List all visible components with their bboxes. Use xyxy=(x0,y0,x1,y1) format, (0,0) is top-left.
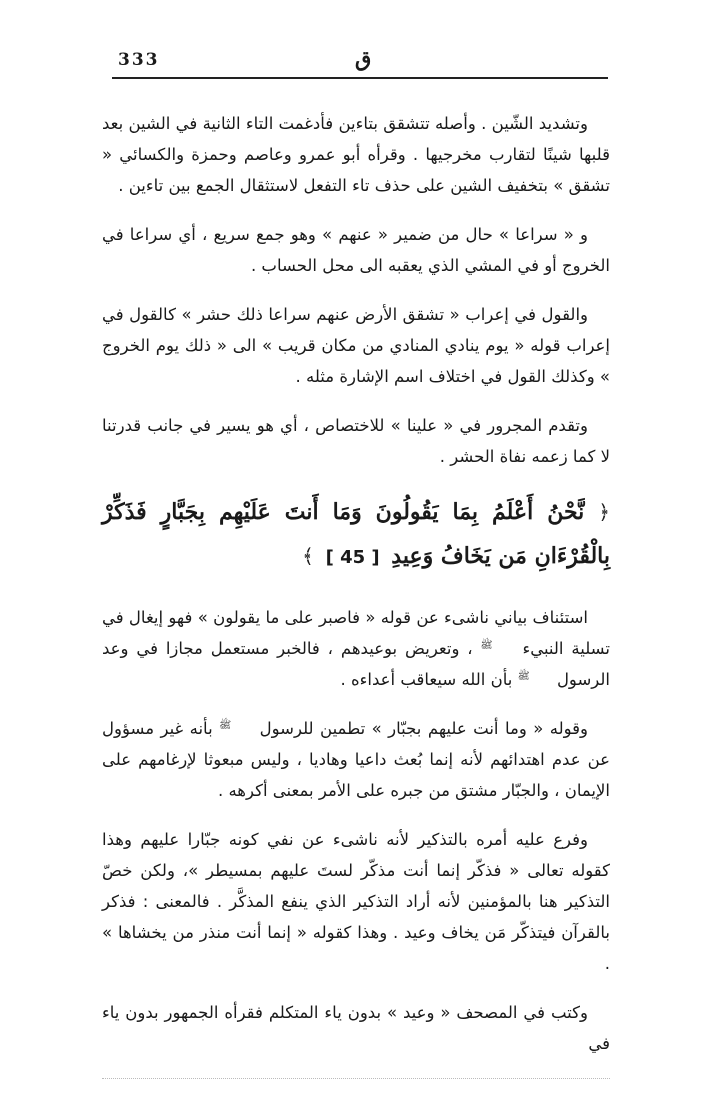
salawat-icon: ﷺ xyxy=(517,671,530,682)
body-text xyxy=(102,108,610,1077)
verse-number: [ 45 ] xyxy=(325,547,380,568)
verse-close-bracket: ﴾ xyxy=(302,544,314,568)
paragraph-5 xyxy=(102,602,610,695)
paragraph-1: وتشديد الشّين . وأصله تتشقق بتاءين فأدغمت التاء الثانية في الشين بعد قلبها شينًا لتقارب مخرجيها . وقرأه أبو عمرو وعاصم وحمزة والكسائي « تشقق » بتخفيف الشين على حذف تاء التفعل لاستثقال الجمع بين تاءين . xyxy=(102,114,610,195)
paragraph-7: وفرع عليه أمره بالتذكير لأنه ناشىء عن نفي كونه جبّارا عليهم وهذا كقوله تعالى « فذكّر إنما أنت مذكّر لستَ عليهم بمسيطر »، ولكن خصّ التذكير هنا بالمؤمنين لأنه أراد التذكير الذي ينفع المذكَّر . فالمعنى : فذكر بالقرآن فيتذكّر مَن يخاف وعيد . وهذا كقوله « إنما أنت منذر من يخشاها » . xyxy=(102,830,610,973)
paragraph-5-part-2: ، وتعريض بوعيدهم ، فالخبر مستعمل مجازا في وعد الرسول xyxy=(102,639,610,689)
page-number: 333 xyxy=(118,50,160,70)
paragraph-4: وتقدم المجرور في « علينا » للاختصاص ، أي هو يسير في جانب قدرتنا لا كما زعمه نفاة الحشر . xyxy=(102,416,610,466)
salawat-icon: ﷺ xyxy=(480,640,493,651)
paragraph-3: والقول في إعراب « تشقق الأرض عنهم سراعا ذلك حشر » كالقول في إعراب قوله « يوم ينادي المنادي من مكان قريب » الى « ذلك يوم الخروج » وكذلك القول في اختلاف اسم الإشارة مثله . xyxy=(102,305,610,386)
page-header xyxy=(112,44,608,76)
surah-title: ق xyxy=(355,46,372,71)
paragraph-6 xyxy=(102,713,610,806)
paragraph-6-part-1: وقوله « وما أنت عليهم بجبّار » تطمين للرسول xyxy=(259,719,588,738)
verse-open-bracket: ﴿ xyxy=(598,500,610,524)
salawat-icon: ﷺ xyxy=(219,720,232,731)
paragraph-5-part-3: بأن الله سيعاقب أعداءه . xyxy=(340,670,513,689)
paragraph-5-part-1: استئناف بياني ناشىء عن قوله « فاصبر على ما يقولون » فهو إيغال في تسلية النبيء xyxy=(102,608,610,658)
paragraph-6-part-2: بأنه غير مسؤول عن عدم اهتدائهم لأنه إنما بُعث داعيا وهاديا ، وليس مبعوثا لإرغامهم على الإيمان ، والجبّار مشتق من جبره على الأمر بمعنى أكرهه . xyxy=(102,719,610,800)
quran-verse xyxy=(102,490,610,580)
paragraph-8: وكتب في المصحف « وعيد » بدون ياء المتكلم فقرأه الجمهور بدون ياء في xyxy=(102,1003,610,1053)
paragraph-2: و « سراعا » حال من ضمير « عنهم » وهو جمع سريع ، أي سراعا في الخروج أو في المشي الذي يعقبه الى محل الحساب . xyxy=(102,225,610,275)
verse-text: نَّحْنُ أَعْلَمُ بِمَا يَقُولُونَ وَمَا أَنتَ عَلَيْهِم بِجَبَّارٍ فَذَكِّرْ بِالْقُرْءَانِ مَن يَخَافُ وَعِيدِ xyxy=(102,499,610,569)
bottom-edge xyxy=(102,1078,610,1079)
header-divider xyxy=(112,77,608,79)
